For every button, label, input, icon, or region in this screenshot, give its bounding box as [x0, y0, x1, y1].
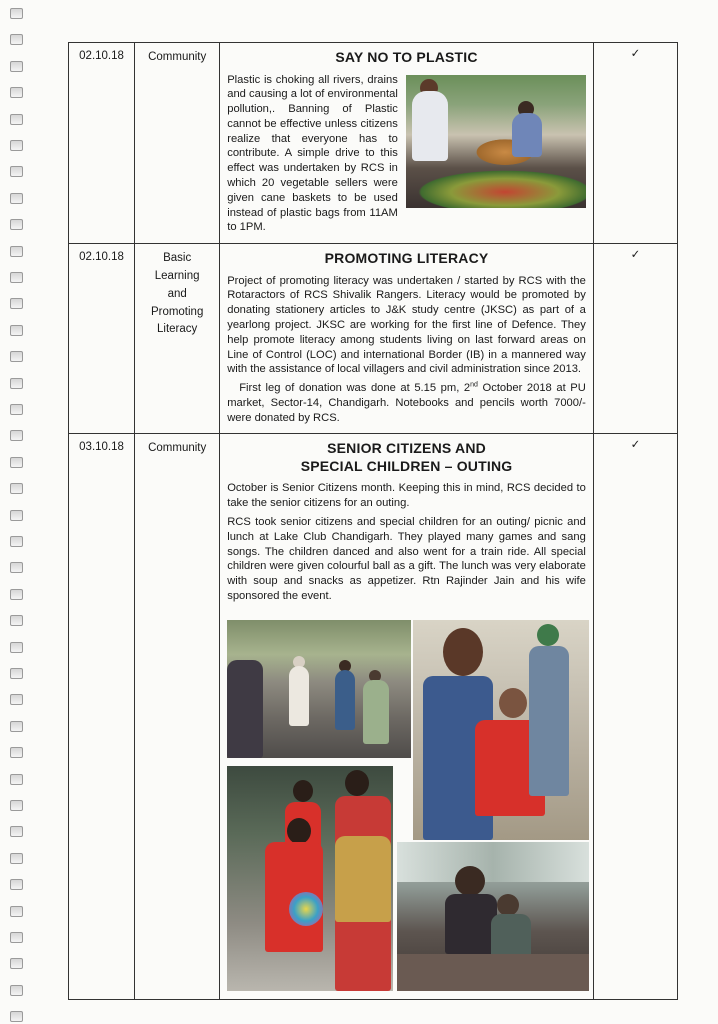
row-date: 03.10.18: [69, 434, 135, 999]
activity-title: [227, 440, 586, 475]
binding-hole: [10, 642, 23, 653]
binding-hole: [10, 404, 23, 415]
table-row: [69, 244, 678, 434]
senior-with-child-photo: [413, 620, 589, 840]
binding-hole: [10, 457, 23, 468]
binding-hole: [10, 351, 23, 362]
binding-hole: [10, 483, 23, 494]
binding-hole: [10, 536, 23, 547]
binding-hole: [10, 193, 23, 204]
activity-paragraph: First leg of donation was done at 5.15 pm, 2nd October 2018 at PU market, Sector-14, Chandigarh. Notebooks and pencils worth 7000/- were donated by RCS.: [227, 381, 586, 424]
activity-title-line: SPECIAL CHILDREN – OUTING: [300, 457, 513, 474]
activity-paragraph: [227, 73, 586, 236]
table-row: [69, 434, 678, 999]
binding-hole: [10, 668, 23, 679]
category-line: Basic: [163, 252, 192, 265]
binding-hole: [10, 721, 23, 732]
row-category: [135, 434, 220, 999]
status-check-icon: ✓: [593, 434, 677, 999]
binding-hole: [10, 694, 23, 705]
vegetable-seller-photo: [406, 75, 586, 208]
binding-hole: [10, 325, 23, 336]
row-description: [220, 244, 594, 434]
category-line: Community: [148, 51, 207, 63]
binding-hole: [10, 8, 23, 19]
binding-hole: [10, 34, 23, 45]
binding-hole: [10, 510, 23, 521]
activity-title-line: SENIOR CITIZENS AND: [327, 440, 486, 457]
outing-photo-gallery: [227, 620, 586, 995]
binding-hole: [10, 853, 23, 864]
binding-hole: [10, 430, 23, 441]
activity-title: [227, 250, 586, 268]
status-check-icon: ✓: [593, 244, 677, 434]
binding-hole: [10, 219, 23, 230]
activity-title-line: SAY NO TO PLASTIC: [335, 49, 478, 65]
binding-hole: [10, 615, 23, 626]
activity-paragraph: October is Senior Citizens month. Keeping this in mind, RCS decided to take the senior citizens for an outing.: [227, 482, 586, 510]
category-line: Literacy: [157, 323, 198, 336]
binding-hole: [10, 800, 23, 811]
activity-log-table: [68, 42, 678, 1000]
paragraph-text: Plastic is choking all rivers, drains and causing a lot of environmental pollution,. Banning of Plastic cannot be effective unless citizens realize that everyone has to contribute. A simple drive to this effect was undertaken by RCS in which 20 vegetable sellers were given cane baskets to be used instead of plastic bags from 11AM to 1PM.: [227, 73, 398, 234]
lunch-hall-photo: [397, 842, 589, 991]
binding-hole: [10, 879, 23, 890]
status-check-icon: ✓: [593, 43, 677, 244]
binding-hole: [10, 1011, 23, 1022]
binding-hole: [10, 747, 23, 758]
activity-paragraph: Project of promoting literacy was undertaken / started by RCS with the Rotaractors of RCS Shivalik Rangers. Literacy would be promoted by donating stationery articles to J&K study centre (JKSC) as part of a yearlong project. JKSC are working for the first line of Defence. They help promote literacy among students living on last forward areas on Line of Control (LOC) and international Border (IB) in a mannered way with the assistance of local villagers and civil administration since 2013.: [227, 274, 586, 376]
binding-hole: [10, 87, 23, 98]
activity-title: [227, 49, 586, 67]
children-with-ball-photo: [227, 766, 393, 991]
row-date: 02.10.18: [69, 244, 135, 434]
binding-hole: [10, 826, 23, 837]
row-description: [220, 43, 594, 244]
row-date: 02.10.18: [69, 43, 135, 244]
binding-hole: [10, 378, 23, 389]
activity-paragraph: RCS took senior citizens and special children for an outing/ picnic and lunch at Lake Club Chandigarh. They played many games and sang songs. The children danced and also went for a train ride. All special children were given colourful ball as a gift. The lunch was very elaborate with soup and snacks as appetizer. Rtn Rajinder Jain and his wife sponsored the event.: [227, 515, 586, 602]
binding-hole: [10, 562, 23, 573]
outing-group-photo: [227, 620, 411, 758]
binding-hole: [10, 272, 23, 283]
table-row: [69, 43, 678, 244]
binding-hole: [10, 114, 23, 125]
row-description: [220, 434, 594, 999]
binding-hole: [10, 589, 23, 600]
binding-hole: [10, 906, 23, 917]
binding-hole: [10, 298, 23, 309]
activity-title-line: PROMOTING LITERACY: [324, 250, 489, 267]
binding-hole: [10, 932, 23, 943]
binding-hole: [10, 166, 23, 177]
binding-hole: [10, 246, 23, 257]
category-line: Learning: [154, 269, 200, 282]
spiral-binding: [10, 0, 24, 1024]
binding-hole: [10, 774, 23, 785]
binding-hole: [10, 61, 23, 72]
binding-hole: [10, 985, 23, 996]
category-line: and: [167, 287, 187, 300]
row-category: [135, 43, 220, 244]
binding-hole: [10, 958, 23, 969]
category-line: Promoting: [150, 305, 204, 318]
category-line: Community: [148, 442, 207, 455]
binding-hole: [10, 140, 23, 151]
row-category: [135, 244, 220, 434]
